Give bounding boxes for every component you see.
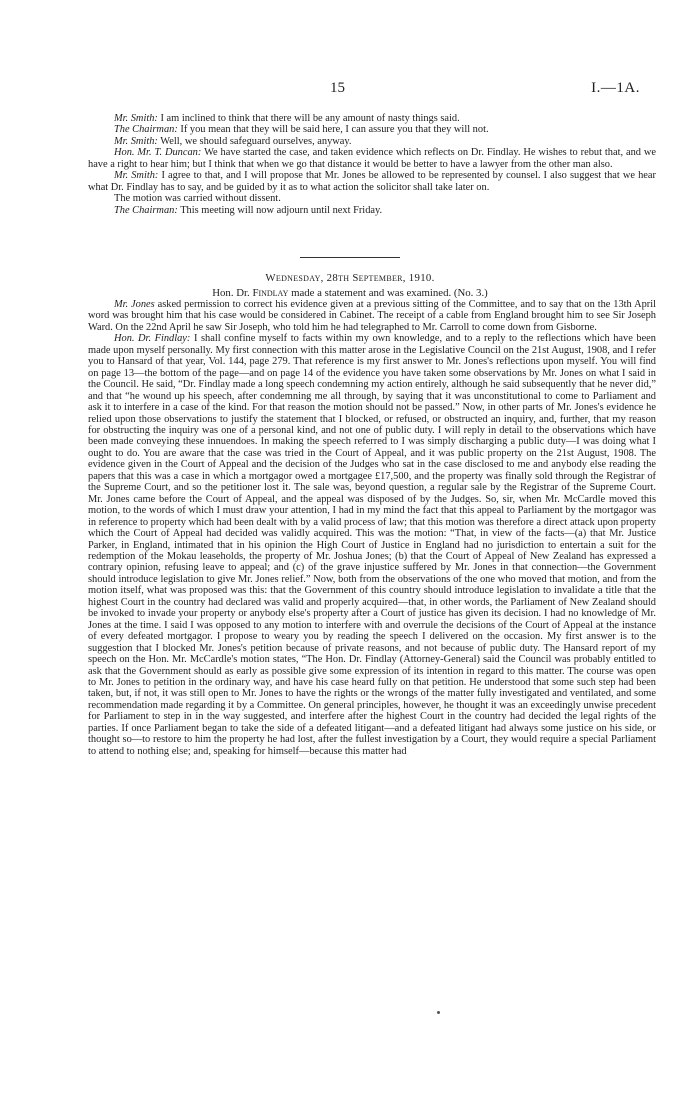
paragraph-text: I agree to that, and I will propose that Mr. Jones be allowed to be represented by counsel. I also suggest that we hear what Dr. Findlay has to say, and be guided by it as to what action the solicitor shall take later on. <box>88 170 656 193</box>
paragraph <box>88 205 656 216</box>
paragraph <box>88 333 656 757</box>
paragraph <box>88 136 656 147</box>
witness-name: Findlay <box>252 287 289 299</box>
section-divider <box>300 257 400 258</box>
speaker-name: Mr. Smith: <box>114 135 158 147</box>
paragraph-text: The motion was carried without dissent. <box>114 193 281 205</box>
paragraph-text: We have started the case, and taken evidence which reflects on Dr. Findlay. He wishes to rebut that, and we have a right to hear him; but I think that when we go that distance it would be better to have a lawyer from the other man also. <box>88 147 656 170</box>
paragraph-text: I am inclined to think that there will be any amount of nasty things said. <box>157 113 460 124</box>
paragraph <box>88 299 656 333</box>
paragraph <box>88 147 656 170</box>
speaker-name: The Chairman: <box>114 124 178 136</box>
speaker-name: Mr. Jones <box>114 299 155 310</box>
witness-heading <box>0 287 700 299</box>
paragraph <box>88 113 656 124</box>
paragraph <box>88 193 656 204</box>
page-header <box>0 80 700 100</box>
witness-suffix: made a statement and was examined. (No. 3.) <box>288 287 488 299</box>
speaker-name: The Chairman: <box>114 204 178 216</box>
ink-dot <box>437 1011 440 1014</box>
date-day: Wednesday, <box>265 272 324 284</box>
paragraph-text: asked permission to correct his evidence given at a previous sitting of the Committee, and to say that on the 13th April word was brought him that his case would be considered in Cabinet. The receipt of a cable from England brought him to see Sir Joseph Ward. On the 22nd April he saw Sir Joseph, who told him he had telegraphed to Mr. Carroll to come down from Gisborne. <box>88 299 657 333</box>
speaker-name: Hon. Dr. Findlay: <box>114 333 191 345</box>
speaker-name: Mr. Smith: <box>114 170 159 182</box>
witness-prefix: Hon. Dr. <box>212 287 253 299</box>
speaker-name: Mr. Smith: <box>114 113 158 124</box>
examination-text <box>88 299 656 757</box>
paragraph-text: This meeting will now adjourn until next Friday. <box>177 204 383 216</box>
paragraph-text: Well, we should safeguard ourselves, anyway. <box>157 135 352 147</box>
paragraph <box>88 170 656 193</box>
paragraph <box>88 124 656 135</box>
document-reference: I.—1A. <box>591 80 640 96</box>
paragraph-text: If you mean that they will be said here, I can assure you that they will not. <box>177 124 489 136</box>
page-number: 15 <box>330 80 345 96</box>
date-rest: 28th September, 1910. <box>323 272 435 284</box>
committee-discussion <box>88 113 656 216</box>
speaker-name: Hon. Mr. T. Duncan: <box>114 147 202 159</box>
session-date <box>0 272 700 284</box>
paragraph-text: I shall confine myself to facts within my own knowledge, and to a reply to the reflections which have been made upon myself personally. My first connection with this matter arose in the Legislative Council on the 21st August, 1908, and I refer you to Hansard of that year, Vol. 144, page 279. That reference is my first answer to Mr. Jones's reflections upon myself. You will find on page 13—the bottom of the page—and on page 14 of the evidence you have taken some observations by Mr. Jones on what I said in the Council. He said, “Dr. Findlay made a long speech condemning my action entirely, although he said subsequently that he never did,” and that “he wound up his speech, after condemning me all through, by saying that it was unconstitutional to come to Parliament and ask it to interfere in a case of the kind. For that reason the motion should not be passed.” Now, in other parts of Mr. Jones's evidence he relied upon those observations to justify the statement that I blocked, or refused, or obstructed an inquiry, and, further, that my reason for obstructing the inquiry was one of a personal kind, and not one of public duty. I will reply in detail to the observations which have been made conveying these innuendoes. In making the speech referred to I was simply discharging a public duty—I was doing what I ought to do. You are aware that the case was tried in the Court of Appeal, and it was public property on the 21st August, 1908. The evidence given in the Court of Appeal and the decision of the Judges who sat in the case disclosed to me and anybody else reading the papers that this was a case in which a mortgagor owed a mortgagee £17,500, and the property was finally sold through the Registrar of the Supreme Court, and so the petitioner lost it. The sale was, beyond question, a regular sale by the Registrar of the Supreme Court. Mr. Jones came before the Court of Appeal, and the appeal was disposed of by the Judges. So, sir, when Mr. McCardle moved this motion, to the words of which I must draw your attention, I had in my mind the fact that this appeal to Parliament by the mortgagor was in reference to property which had been dealt with by a valid process of law; that this motion was therefore a direct attack upon property which the Court of Appeal had decided was validly acquired. This was the motion: “That, in view of the facts—(a) that Mr. Justice Parker, in England, intimated that in his opinion the High Court of Justice in England had no jurisdiction to entertain a suit for the redemption of the Mokau leaseholds, the property of Mr. Joshua Jones; (b) that the Court of Appeal of New Zealand has expressed a contrary opinion, refusing leave to appeal; and (c) of the grave injustice suffered by Mr. Jones in that connection—the Government should introduce legislation to give Mr. Jones relief.” Now, both from the observations of the one who moved that motion, and from the motion itself, what was proposed was this: that the Government of this country should introduce legislation to invalidate a title that the highest Court in the country had declared was valid and properly acquired—that, in other words, the Parliament of New Zealand should be invoked to invade your property or anybody else's property after a Court of justice has given its decision. I had no knowledge of Mr. Jones at the time. I said I was opposed to any motion to interfere with and overrule the decisions of the Court of Appeal at the instance of every defeated mortgagor. I propose to weary you by reading the speech I delivered on the occasion. My first answer is to the suggestion that I blocked Mr. Jones's petition because of private reasons, and not because of public duty. The Hansard report of my speech on the Hon. Mr. McCardle's motion states, “The Hon. Dr. Findlay (Attorney-General) said the Council was probably entitled to ask that the Government should as early as possible give some expression of its intention in regard to this matter. The course was open to Mr. Jones to petition in the ordinary way, and have his case heard fully on that petition. He understood that some such step had been taken, but, if not, it was still open to Mr. Jones to have the rights or the wrongs of the matter fully investigated and ventilated, and some recommendation made regarding it by a Committee. On general principles, however, he thought it was an exceedingly unwise precedent for Parliament to step in in the way suggested, and interfere after the highest Court in the country had decided the legal rights of the parties. If once Parliament began to take the side of a defeated litigant—and a defeated litigant had always some justice on his side, or thought so—to restore to him the property he had lost, after the fullest investigation by a Court, they would require a special Parliament to attend to nothing else; and, speaking for himself—because this matter had <box>88 333 656 757</box>
